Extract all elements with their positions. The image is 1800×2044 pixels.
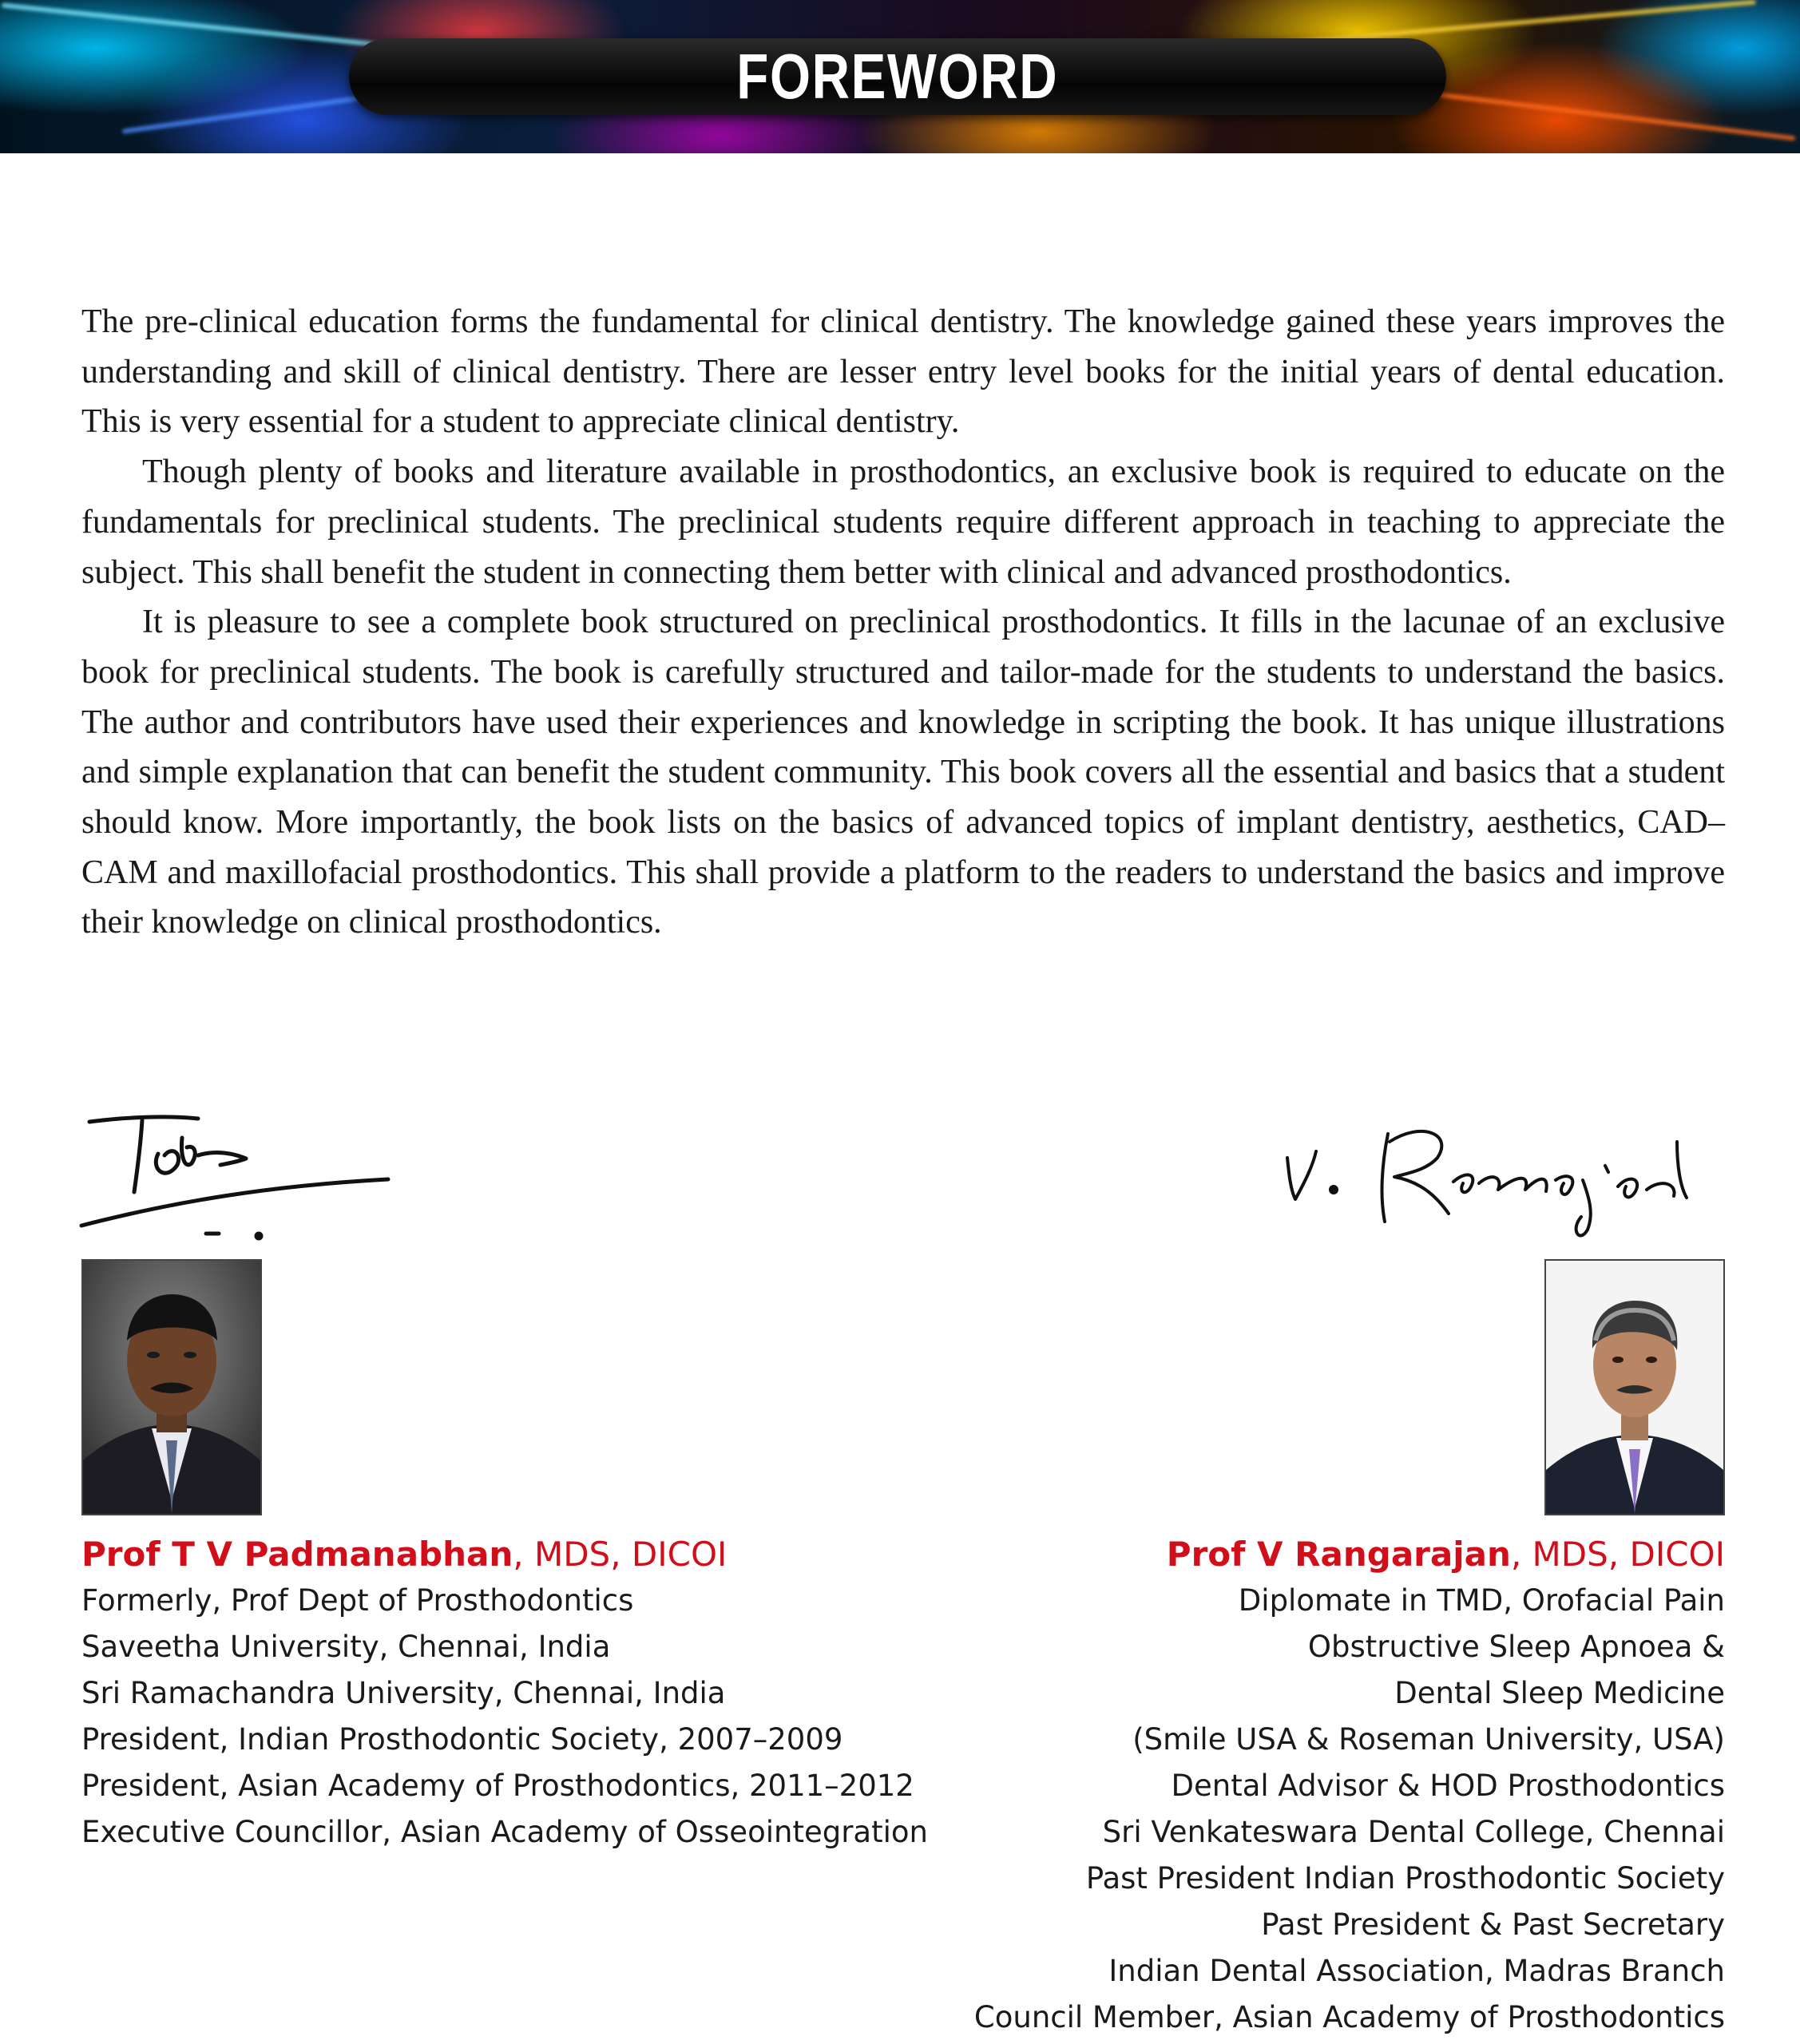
author-detail: Dental Advisor & HOD Prosthodontics (1171, 1769, 1725, 1803)
signature-left (78, 1106, 398, 1242)
author-photo-left (81, 1259, 262, 1515)
portrait-image (1546, 1261, 1723, 1514)
author-photo-right (1544, 1259, 1725, 1515)
foreword-body (81, 297, 1725, 948)
portrait-image (83, 1261, 260, 1514)
author-detail: Dental Sleep Medicine (1394, 1676, 1725, 1710)
author-detail: Executive Councillor, Asian Academy of Osseointegration (81, 1815, 928, 1849)
author-detail: Diplomate in TMD, Orofacial Pain (1238, 1583, 1725, 1618)
author-name: Prof V Rangarajan (1166, 1535, 1511, 1574)
author-detail: (Smile USA & Roseman University, USA) (1132, 1722, 1725, 1757)
paragraph: It is pleasure to see a complete book structured on preclinical prosthodontics. It fills in the lacunae of an exclusive book for preclinical students. The book is carefully structured and tailor-made for the students to understand the basics. The author and contributors have used their experiences and knowledge in scripting the book. It has unique illustrations and simple explanation that can benefit the student community. This book covers all the essential and basics that a student should know. More importantly, the book lists on the basics of advanced topics of implant dentistry, aesthetics, CAD–CAM and maxillofacial prosthodontics. This shall provide a platform to the readers to understand the basics and improve their knowledge on clinical prosthodontics. (81, 604, 1725, 941)
banner-light-streak (1398, 88, 1795, 141)
author-detail: Saveetha University, Chennai, India (81, 1630, 611, 1664)
author-name-line (974, 1531, 1725, 1578)
paragraph: Though plenty of books and literature available in prosthodontics, an exclusive book is required to educate on the fundamentals for preclinical students. The preclinical students require different approach in teaching to appreciate the subject. This shall benefit the student in connecting them better with clinical and advanced prosthodontics. (81, 454, 1725, 591)
author-detail: Sri Venkateswara Dental College, Chennai (1102, 1815, 1725, 1849)
author-detail: Formerly, Prof Dept of Prosthodontics (81, 1583, 634, 1618)
title-pill (349, 38, 1446, 115)
author-name-line (81, 1531, 928, 1578)
author-name: Prof T V Padmanabhan (81, 1535, 513, 1574)
author-credentials: , MDS, DICOI (513, 1535, 728, 1574)
author-detail: Past President Indian Prosthodontic Society (1085, 1861, 1725, 1895)
author-detail: President, Asian Academy of Prosthodontics, 2011–2012 (81, 1769, 914, 1803)
author-profile-right (974, 1531, 1725, 2041)
author-detail: Indian Dental Association, Madras Branch (1108, 1954, 1725, 1988)
author-detail: Obstructive Sleep Apnoea & (1307, 1630, 1725, 1664)
author-profile-left (81, 1531, 928, 1856)
author-detail: Sri Ramachandra University, Chennai, India (81, 1676, 726, 1710)
page-title: FOREWORD (736, 41, 1059, 112)
paragraph: The pre-clinical education forms the fundamental for clinical dentistry. The knowledge gained these years improves the understanding and skill of clinical dentistry. There are lesser entry level books for the initial years of dental education. This is very essential for a student to appreciate clinical dentistry. (81, 303, 1725, 441)
author-detail: President, Indian Prosthodontic Society, 2007–2009 (81, 1722, 843, 1757)
signature-right (1278, 1110, 1725, 1246)
author-detail: Council Member, Asian Academy of Prosthodontics (973, 2000, 1725, 2034)
author-detail: Past President & Past Secretary (1261, 1907, 1725, 1942)
header-banner (0, 0, 1800, 153)
author-credentials: , MDS, DICOI (1510, 1535, 1725, 1574)
